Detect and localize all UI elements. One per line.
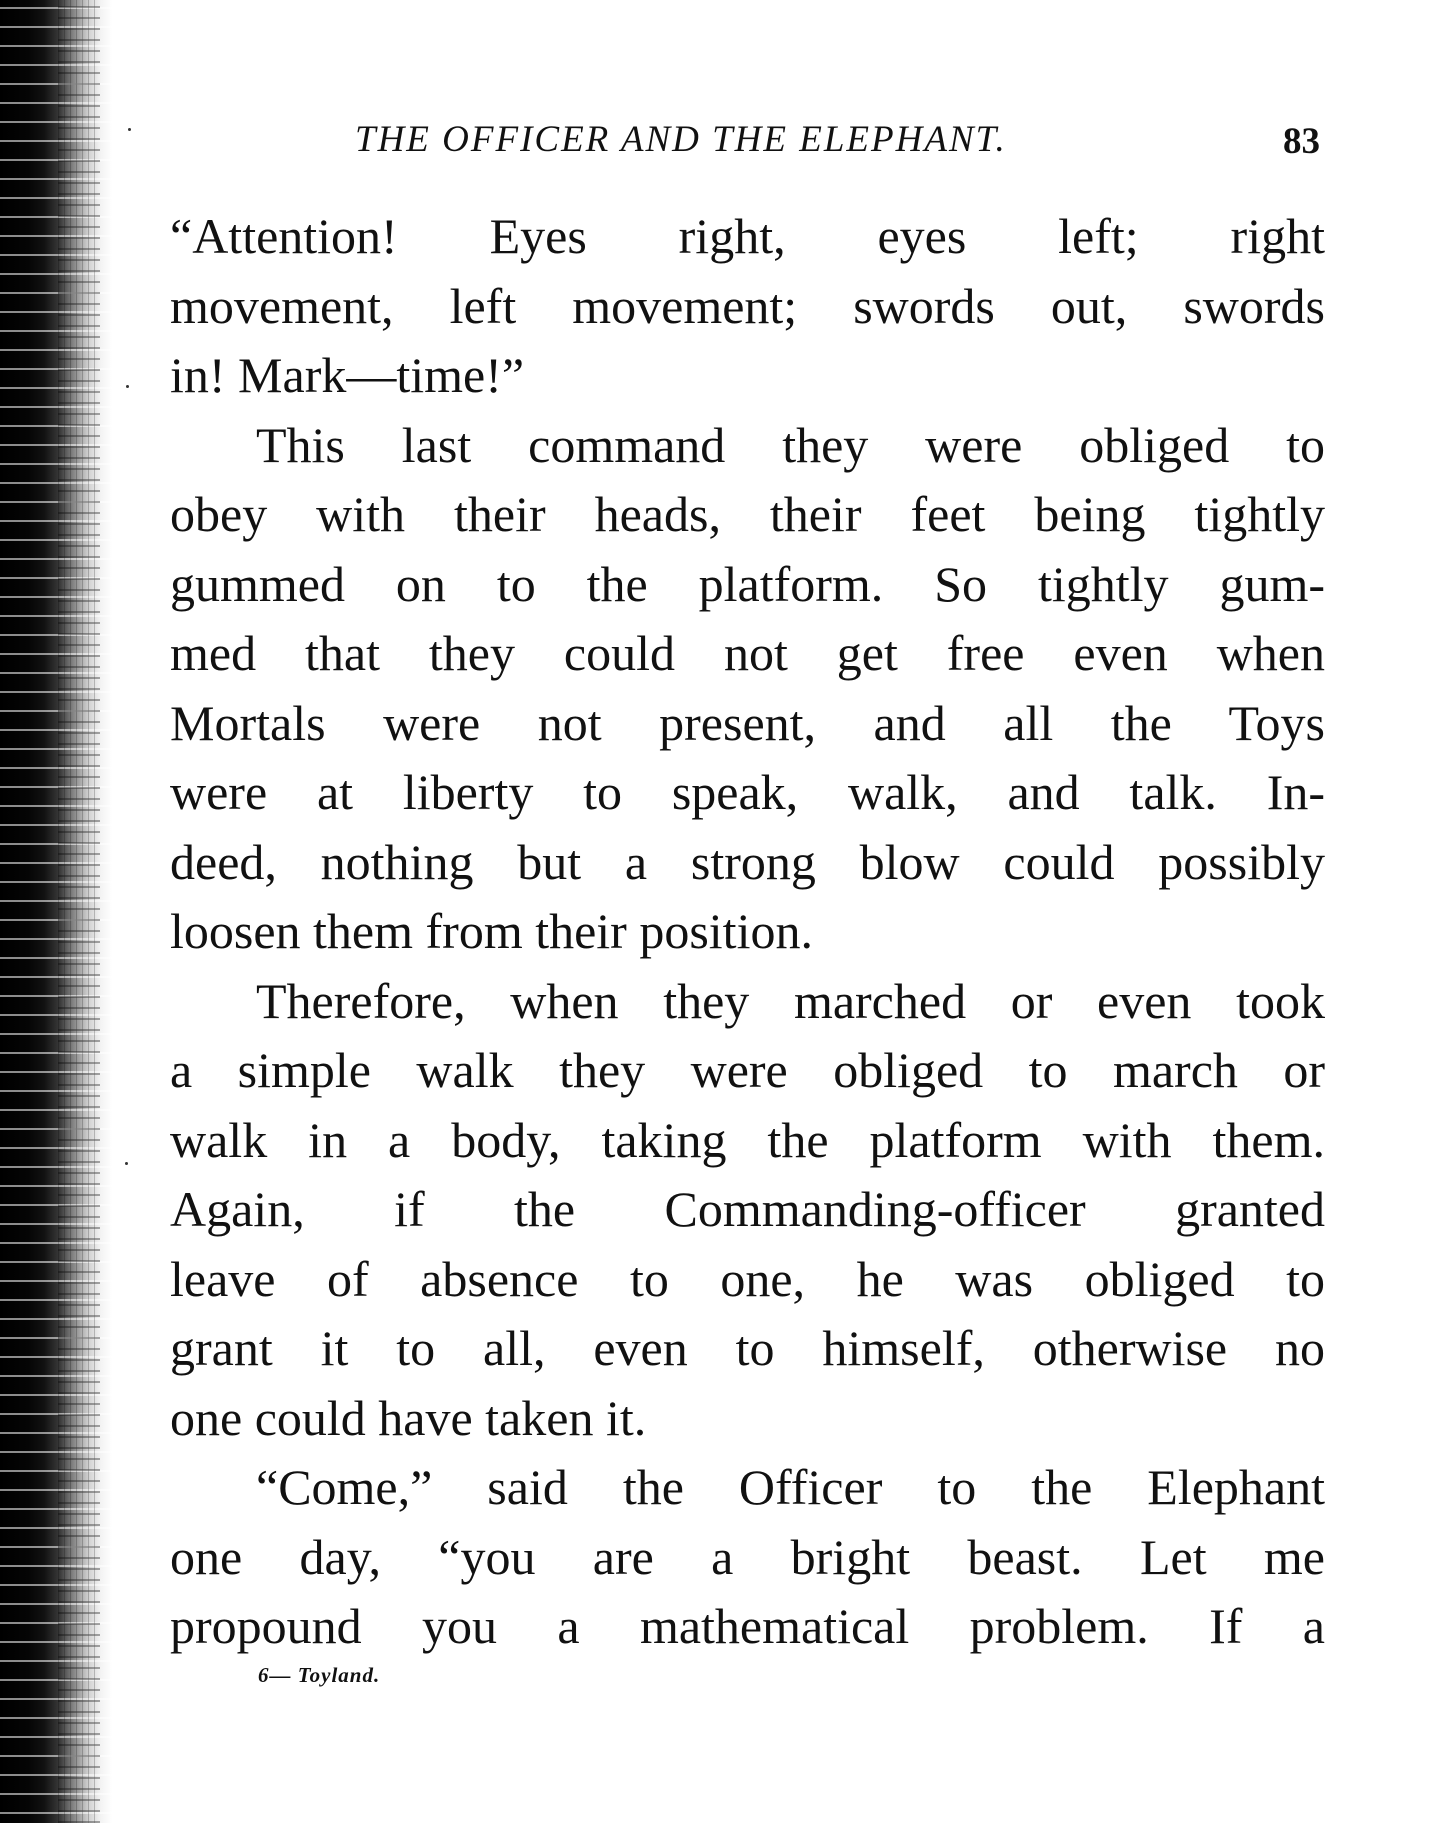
text-line: propound you a mathematical problem. If a (170, 1598, 1325, 1654)
text-line: loosen them from their position. (170, 903, 813, 959)
paragraph-first-line: Therefore, when they marched or even took (256, 972, 1325, 1029)
text-line: gummed on to the platform. So tightly gum- (170, 555, 1325, 612)
text-line: grant it to all, even to himself, otherwise no (170, 1320, 1325, 1376)
text-line: obey with their heads, their feet being tightly (170, 486, 1325, 542)
text-line: one day, “you are a bright beast. Let me (170, 1528, 1325, 1585)
scan-speck (128, 128, 131, 131)
body-text (170, 202, 1325, 1662)
text-line: med that they could not get free even when (170, 625, 1325, 681)
paragraph-first-line: “Come,” said the Officer to the Elephant (256, 1459, 1325, 1515)
printer-signature-mark: 6— Toyland. (258, 1663, 381, 1687)
text-line: walk in a body, taking the platform with them. (170, 1111, 1325, 1168)
text-line: one could have taken it. (170, 1389, 647, 1446)
scan-speck (125, 1162, 128, 1165)
running-title: THE OFFICER AND THE ELEPHANT. (355, 119, 1007, 160)
paragraph-first-line: This last command they were obliged to (256, 416, 1325, 473)
text-line: movement, left movement; swords out, swords (170, 277, 1325, 334)
scan-speck (126, 385, 129, 388)
text-line: were at liberty to speak, walk, and talk. In- (170, 764, 1325, 820)
text-line: in! Mark—time!” (170, 347, 525, 403)
text-line: a simple walk they were obliged to march or (170, 1042, 1325, 1098)
text-line: Again, if the Commanding-officer granted (170, 1181, 1325, 1237)
text-line: “Attention! Eyes right, eyes left; right (170, 208, 1325, 264)
running-head (170, 116, 1330, 164)
text-line: Mortals were not present, and all the Toys (170, 694, 1325, 751)
text-line: deed, nothing but a strong blow could possibly (170, 833, 1325, 890)
binding-edge-texture (58, 0, 100, 1823)
page-number: 83 (1283, 121, 1320, 162)
text-line: leave of absence to one, he was obliged to (170, 1250, 1325, 1307)
